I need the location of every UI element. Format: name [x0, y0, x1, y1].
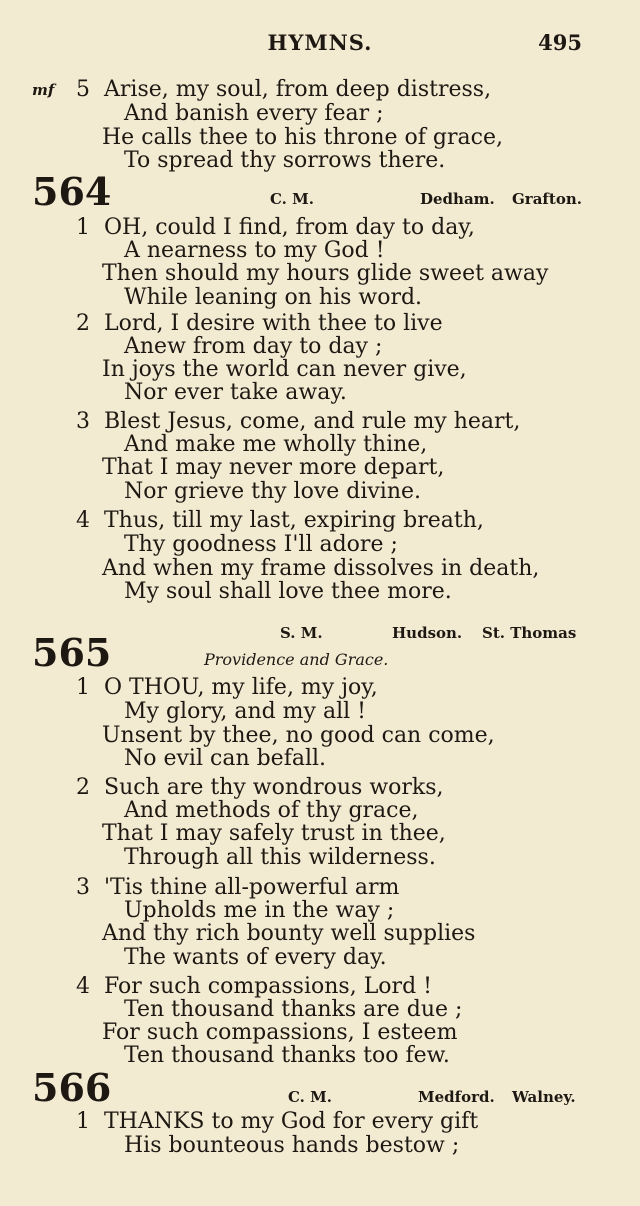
verse-line: Upholds me in the way ;: [124, 898, 395, 923]
verse-line: Such are thy wondrous works,: [104, 775, 444, 800]
tune-name: Dedham.: [420, 190, 495, 208]
verse-line: To spread thy sorrows there.: [124, 148, 446, 173]
verse-line: And make me wholly thine,: [124, 432, 428, 457]
verse-line: A nearness to my God !: [124, 238, 385, 263]
tune-name: Medford.: [418, 1088, 495, 1106]
verse-line: That I may safely trust in thee,: [102, 821, 446, 846]
verse-line: My glory, and my all !: [124, 699, 366, 724]
verse-line: Through all this wilderness.: [124, 845, 436, 870]
verse-line: Blest Jesus, come, and rule my heart,: [104, 409, 521, 434]
hymn-meter: C. M.: [288, 1088, 332, 1106]
verse-number: 1: [76, 215, 90, 240]
verse-line: Thy goodness I'll adore ;: [124, 532, 398, 557]
tune-name: St. Thomas: [482, 624, 577, 642]
verse-line: The wants of every day.: [124, 945, 387, 970]
running-header: HYMNS.: [267, 30, 373, 55]
verse-line: And when my frame dissolves in death,: [102, 556, 540, 581]
verse-line: Thus, till my last, expiring breath,: [104, 508, 484, 533]
verse-line: Nor ever take away.: [124, 380, 347, 405]
verse-number: 1: [76, 675, 90, 700]
verse-line: Then should my hours glide sweet away: [102, 261, 549, 286]
verse-number: 3: [76, 875, 90, 900]
verse-number: 5: [76, 77, 90, 102]
verse-line: Nor grieve thy love divine.: [124, 479, 422, 504]
verse-line: While leaning on his word.: [124, 285, 423, 310]
verse-number: 2: [76, 311, 90, 336]
tune-name: Hudson.: [392, 624, 463, 642]
verse-line: That I may never more depart,: [102, 455, 445, 480]
hymn-subtitle: Providence and Grace.: [204, 650, 389, 669]
verse-line: Arise, my soul, from deep distress,: [104, 77, 492, 102]
page-number: 495: [538, 30, 582, 55]
verse-line: Anew from day to day ;: [124, 334, 383, 359]
verse-line: O THOU, my life, my joy,: [104, 675, 378, 700]
verse-line: And methods of thy grace,: [124, 798, 419, 823]
verse-line: For such compassions, I esteem: [102, 1020, 458, 1045]
verse-line: And thy rich bounty well supplies: [102, 921, 476, 946]
verse-line: Ten thousand thanks too few.: [124, 1043, 450, 1068]
verse-line: He calls thee to his throne of grace,: [102, 125, 503, 150]
tune-name: Grafton.: [512, 190, 582, 208]
hymn-meter: C. M.: [270, 190, 314, 208]
verse-line: No evil can befall.: [124, 746, 327, 771]
dynamic-marking: mf: [32, 81, 55, 99]
verse-number: 2: [76, 775, 90, 800]
hymn-number: 564: [32, 169, 112, 214]
tune-name: Walney.: [512, 1088, 576, 1106]
hymn-number: 565: [32, 630, 112, 675]
verse-number: 4: [76, 508, 90, 533]
hymn-meter: S. M.: [280, 624, 323, 642]
verse-line: Unsent by thee, no good can come,: [102, 723, 495, 748]
verse-line: THANKS to my God for every gift: [104, 1109, 479, 1134]
verse-line: His bounteous hands bestow ;: [124, 1133, 460, 1158]
verse-line: Lord, I desire with thee to live: [104, 311, 443, 336]
verse-line: For such compassions, Lord !: [104, 974, 432, 999]
verse-line: Ten thousand thanks are due ;: [124, 997, 463, 1022]
verse-number: 1: [76, 1109, 90, 1134]
verse-line: 'Tis thine all-powerful arm: [104, 875, 400, 900]
verse-line: My soul shall love thee more.: [124, 579, 452, 604]
hymn-number: 566: [32, 1065, 112, 1110]
verse-number: 4: [76, 974, 90, 999]
verse-line: In joys the world can never give,: [102, 357, 467, 382]
verse-line: And banish every fear ;: [124, 101, 384, 126]
verse-line: OH, could I find, from day to day,: [104, 215, 475, 240]
verse-number: 3: [76, 409, 90, 434]
